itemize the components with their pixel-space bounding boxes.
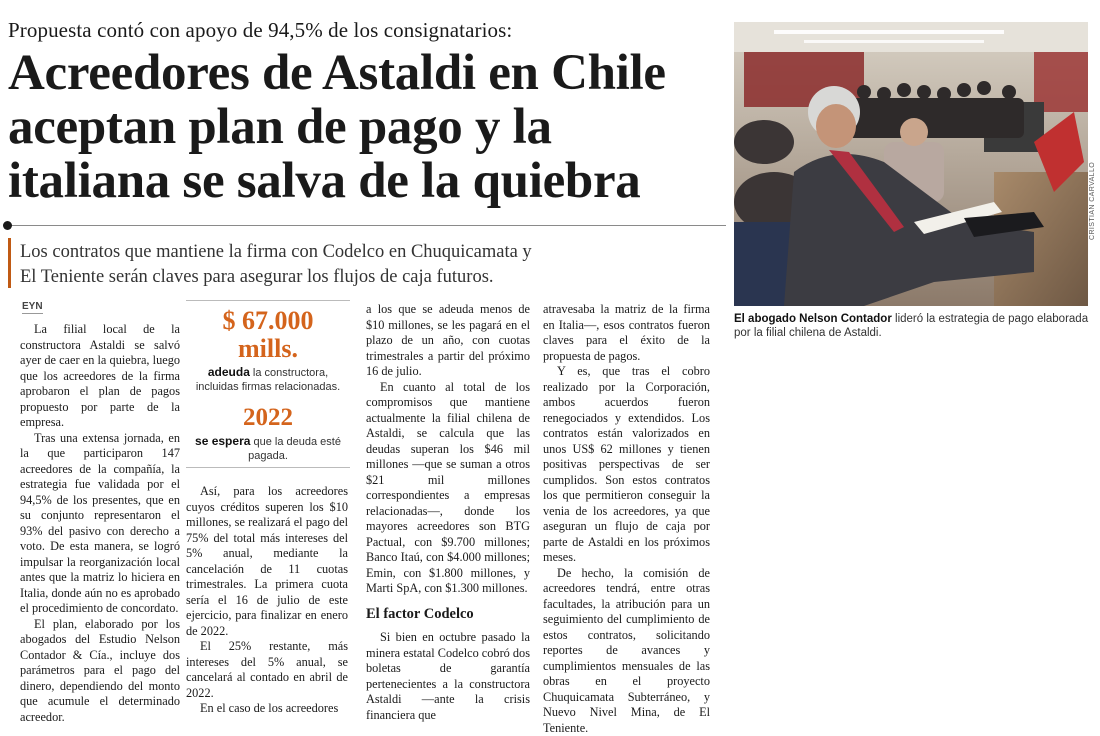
paragraph: Así, para los acreedores cuyos créditos superen los $10 millones, se realizará el pago del 75% del total más intereses del 5% anual, mediante la cancelación de 11 cuotas trimestrales. La primera cuota sería el 16 de julio de este ejercicio, para finalizar en enero de 2022.: [186, 484, 348, 639]
article-photo: [734, 22, 1088, 306]
paragraph: En cuanto al total de los compromisos que mantiene actualmente la filial chilena de Astaldi, se calcula que las deudas superan los $46 mil millones —que se suman a otros $21 mil millones correspondientes a empresas relacionadas—, donde los mayores acreedores son BTG Pactual, con $9.700 millones; Banco Itaú, con $4.000 millones; Emin, con $1.800 millones, y Marti SpA, con $1.300 millones.: [366, 380, 530, 597]
paragraph: El 25% restante, más intereses del 5% anual, se cancelará al contado en abril de 2022.: [186, 639, 348, 701]
fact-year-desc: [186, 434, 350, 463]
fact-amount-line: $ 67.000: [186, 307, 350, 335]
paragraph: a los que se adeuda menos de $10 millones, se les pagará en el plazo de un año, con cuotas trimestrales a partir del próximo 16 de julio.: [366, 302, 530, 380]
deck-line: El Teniente serán claves para asegurar los flujos de caja futuros.: [20, 265, 720, 290]
headline-line: italiana se salva de la quiebra: [8, 154, 723, 208]
headline-line: aceptan plan de pago y la: [8, 100, 723, 154]
paragraph: atravesaba la matriz de la firma en Italia—, esos contratos fueron claves para el éxito de la propuesta de pagos.: [543, 302, 710, 364]
article-headline: [8, 46, 723, 208]
headline-divider: [8, 225, 726, 226]
photo-caption: [734, 312, 1090, 340]
fact-amount-text: la constructora, incluidas firmas relacionadas.: [196, 367, 340, 393]
article-kicker: Propuesta contó con apoyo de 94,5% de los consignatarios:: [8, 18, 512, 43]
article-deck: [20, 240, 720, 290]
caption-text: lideró la estrategia de pago elaborada por la filial chilena de Astaldi.: [734, 313, 1088, 339]
fact-amount-line: mills.: [186, 335, 350, 363]
deck-line: Los contratos que mantiene la firma con Codelco en Chuquicamata y: [20, 240, 720, 265]
fact-box: [186, 300, 350, 468]
fact-amount-desc: [186, 365, 350, 394]
subheading: El factor Codelco: [366, 607, 530, 623]
fact-year-bold: se espera: [195, 434, 250, 448]
body-column-4: [543, 302, 710, 736]
paragraph: Tras una extensa jornada, en la que participaron 147 acreedores de la compañía, la estrategia fue validada por el 94,5% de los presentes, que en su conjunto representaron el 93% del pasivo con derecho a voto. De esta manera, se logró impulsar la reorganización local antes que la matriz lo hiciera en Italia, donde aún no es aprobado el procedimiento de concordato.: [20, 431, 180, 617]
divider-bullet: [3, 221, 12, 230]
paragraph: En el caso de los acreedores: [186, 701, 348, 717]
photo-credit: CRISTIAN CARVALLO: [1089, 162, 1096, 240]
deck-accent-bar: [8, 238, 11, 288]
fact-year: 2022: [186, 404, 350, 432]
body-column-2: [186, 484, 348, 717]
caption-bold: El abogado Nelson Contador: [734, 313, 892, 325]
byline: EYN: [22, 301, 43, 314]
fact-amount-bold: adeuda: [208, 365, 250, 379]
paragraph: El plan, elaborado por los abogados del Estudio Nelson Contador & Cía., incluye dos parámetros para el pago del dinero, dependiendo del monto que acumule el determinado acreedor.: [20, 617, 180, 726]
photo-illustration: [734, 22, 1088, 306]
paragraph: De hecho, la comisión de acreedores tendrá, entre otras facultades, la atribución para un seguimiento del cumplimiento de estos contratos, solicitando reportes de avances y cumplimientos mensuales de las obras en el proyecto Chuquicamata Subterráneo, y Nuevo Nivel Mina, de El Teniente.: [543, 566, 710, 736]
body-column-3: [366, 302, 530, 723]
headline-line: Acreedores de Astaldi en Chile: [8, 46, 723, 100]
paragraph: La filial local de la constructora Astaldi se salvó ayer de caer en la quiebra, luego que los acreedores de la firma aprobaron el plan de pagos propuesto por parte de la empresa.: [20, 322, 180, 431]
fact-amount: [186, 307, 350, 363]
paragraph: Y es, que tras el cobro realizado por la Corporación, ambos acuerdos fueron renegociados y extendidos. Los contratos están valorizados en unos US$ 62 millones y tienen positivas perspectivas de ser cumplidos. Son estos contratos los que permitieron conseguir la venia de los acreedores, ya que aseguran un flujo de caja por parte de Astaldi en los próximos meses.: [543, 364, 710, 566]
paragraph: Si bien en octubre pasado la minera estatal Codelco cobró dos boletas de garantía pertenecientes a la constructora Astaldi —ante la crisis financiera que: [366, 630, 530, 723]
fact-year-text: que la deuda esté pagada.: [248, 436, 341, 462]
body-column-1: [20, 322, 180, 725]
